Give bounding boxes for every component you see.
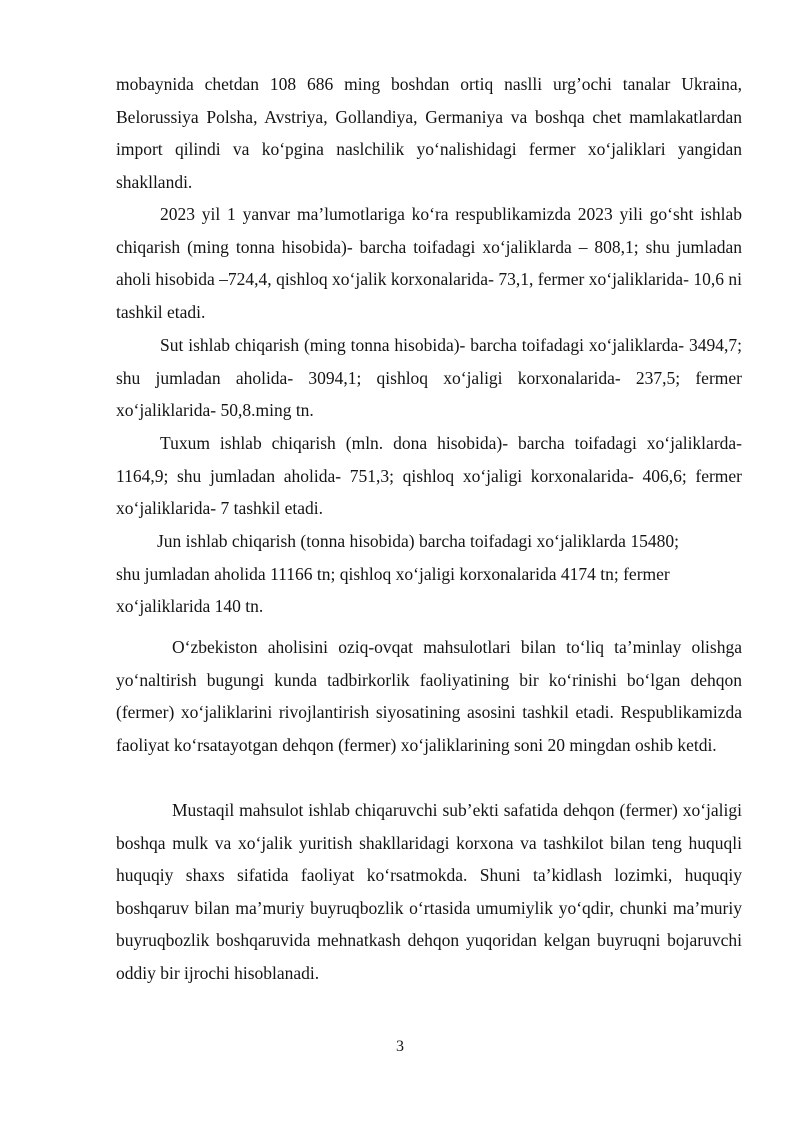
page-number: 3 xyxy=(396,1038,404,1055)
wool-line-2: shu jumladan aholida 11166 tn; qishloq xo‘jaligi korxonalarida 4174 tn; fermer xyxy=(116,563,670,584)
paragraph-wool-production xyxy=(116,525,742,623)
wool-line-3: xo‘jaliklarida 140 tn. xyxy=(116,596,264,617)
paragraph-legal-status: Mustaqil mahsulot ishlab chiqaruvchi sub’ekti safatida dehqon (fermer) xo‘jaligi boshqa mulk va xo‘jalik yuritish shakllaridagi korxona va tashkilot bilan teng huquqli huquqiy shaxs sifatida faoliyat ko‘rsatmokda. Shuni ta’kidlash lozimki, huquqiy boshqaruv bilan ma’muriy buyruqbozlik o‘rtasida umumiylik yo‘qdir, chunki ma’muriy buyruqbozlik boshqaruvida mehnatkash dehqon yuqoridan kelgan buyruqni bojaruvchi oddiy bir ijrochi hisoblanadi. xyxy=(116,800,742,983)
paragraph-egg-production: Tuxum ishlab chiqarish (mln. dona hisobida)- barcha toifadagi xo‘jaliklarda- 1164,9; shu jumladan aholida- 751,3; qishloq xo‘jaligi korxonalarida- 406,6; fermer xo‘jaliklarida- 7 tashkil etadi. xyxy=(116,433,742,519)
wool-line-1: Jun ishlab chiqarish (tonna hisobida) barcha toifadagi xo‘jaliklarda 15480; xyxy=(157,531,679,551)
paragraph-farmers-policy: O‘zbekiston aholisini oziq-ovqat mahsulotlari bilan to‘liq ta’minlay olishga yo‘naltirish bugungi kunda tadbirkorlik faoliyatining bir ko‘rinishi bo‘lgan dehqon (fermer) xo‘jaliklarini rivojlantirish siyosatining asosini tashkil etadi. Respublikamizda faoliyat ko‘rsatayotgan dehqon (fermer) xo‘jaliklarining soni 20 mingdan oshib ketdi. xyxy=(116,637,742,755)
paragraph-meat-production: 2023 yil 1 yanvar ma’lumotlariga ko‘ra respublikamizda 2023 yili go‘sht ishlab chiqarish (ming tonna hisobida)- barcha toifadagi xo‘jaliklarda – 808,1; shu jumladan aholi hisobida –724,4, qishloq xo‘jalik korxonalarida- 73,1, fermer xo‘jaliklarida- 10,6 ni tashkil etadi. xyxy=(116,204,742,322)
paragraph-milk-production: Sut ishlab chiqarish (ming tonna hisobida)- barcha toifadagi xo‘jaliklarda- 3494,7; shu jumladan aholida- 3094,1; qishloq xo‘jaligi korxonalarida- 237,5; fermer xo‘jaliklarida- 50,8.ming tn. xyxy=(116,335,742,421)
paragraph-livestock-import: mobaynida chetdan 108 686 ming boshdan ortiq naslli urg’ochi tanalar Ukraina, Belorussiya Polsha, Avstriya, Gollandiya, Germaniya va boshqa chet mamlakatlardan import qilindi va ko‘pgina naslchilik yo‘nalishidagi fermer xo‘jaliklari yangidan shakllandi. xyxy=(116,74,742,192)
